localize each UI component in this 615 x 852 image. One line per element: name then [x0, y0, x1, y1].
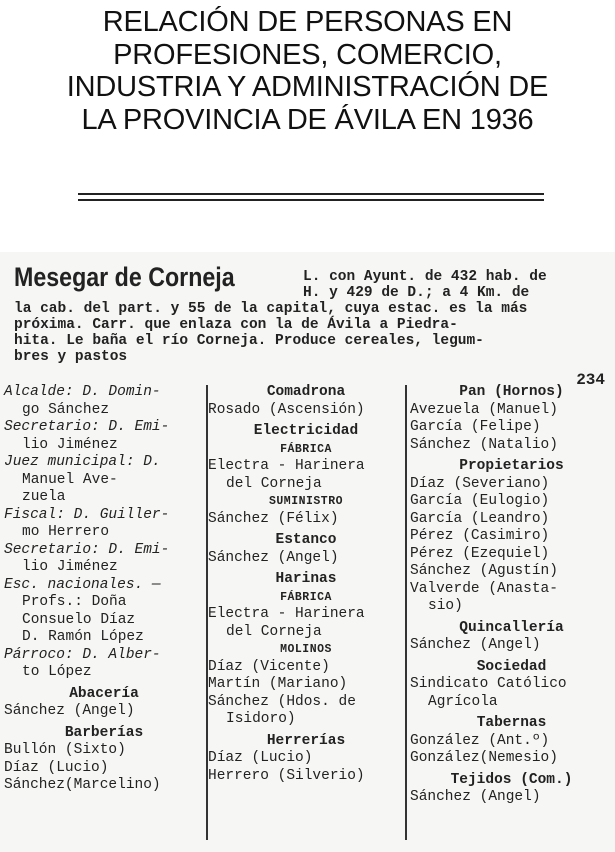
list-item: Párroco: D. Alber- — [4, 646, 161, 663]
list-item: to López — [22, 664, 92, 680]
section-heading: Comadrona — [266, 384, 346, 400]
title-line: INDUSTRIA Y ADMINISTRACIÓN DE — [66, 71, 549, 103]
section-heading: Tabernas — [476, 715, 547, 731]
section-heading: Tejidos (Com.) — [450, 771, 573, 788]
list-item: lio Jiménez — [22, 436, 118, 453]
column-trades-right — [410, 384, 613, 807]
section-heading: Sociedad — [476, 658, 547, 675]
page-title — [0, 6, 615, 136]
column-trades-middle — [208, 384, 404, 785]
column-authorities — [4, 384, 204, 795]
list-item: Pérez (Casimiro) — [410, 528, 550, 544]
section-heading: Electricidad — [253, 423, 359, 439]
list-item: Sánchez (Angel) — [4, 703, 135, 719]
subsection-heading: SUMINISTRO — [268, 495, 343, 508]
title-line: PROFESIONES, COMERCIO, — [113, 38, 502, 71]
list-item: Sánchez (Natalio) — [410, 436, 558, 453]
intro-line: L. con Ayunt. de 432 hab. de — [303, 269, 547, 285]
list-item: Bullón (Sixto) — [4, 742, 126, 758]
list-item: zuela — [22, 489, 66, 505]
list-item: del Corneja — [226, 623, 322, 640]
list-item: Secretario: D. Emi- — [4, 541, 170, 558]
place-name: Mesegar de Corneja — [14, 262, 235, 292]
list-item: Díaz (Vicente) — [208, 658, 330, 675]
list-item: Electra - Harinera — [208, 606, 365, 622]
list-item: lio Jiménez — [22, 559, 118, 575]
list-item: del Corneja — [226, 475, 322, 492]
list-item: García (Felipe) — [410, 419, 541, 435]
title-rule-top — [78, 193, 544, 195]
section-heading: Quincallería — [459, 619, 564, 636]
list-item: Rosado (Ascensión) — [208, 401, 365, 418]
list-item: Martín (Mariano) — [208, 676, 348, 692]
subsection-heading: FÁBRICA — [280, 442, 332, 456]
intro-line: bres y pastos — [14, 349, 128, 365]
list-item: Sánchez(Marcelino) — [4, 777, 161, 793]
column-divider — [405, 385, 407, 840]
title-rule-bottom — [78, 199, 544, 201]
list-item: sio) — [428, 598, 463, 614]
list-item: García (Eulogio) — [410, 493, 550, 509]
list-item: Secretario: D. Emi- — [4, 419, 170, 435]
list-item: Herrero (Silverio) — [208, 767, 365, 784]
section-heading: Abacería — [69, 685, 139, 702]
section-heading: Propietarios — [459, 458, 564, 474]
subsection-heading: FÁBRICA — [280, 590, 332, 604]
list-item: mo Herrero — [22, 524, 110, 540]
list-item: Electra - Harinera — [208, 458, 365, 474]
title-line: RELACIÓN DE PERSONAS EN — [102, 6, 513, 38]
intro-line: H. y 429 de D.; a 4 Km. de — [303, 285, 530, 301]
section-heading: Harinas — [275, 571, 337, 587]
list-item: Díaz (Lucio) — [208, 750, 313, 766]
section-heading: Barberías — [64, 724, 144, 741]
list-item: González(Nemesio) — [410, 750, 558, 766]
list-item: Pérez (Ezequiel) — [410, 545, 550, 562]
list-item: Consuelo Díaz — [22, 611, 136, 628]
list-item: González (Ant.º) — [410, 732, 550, 749]
list-item: Isidoro) — [226, 711, 296, 727]
list-item: Sánchez (Angel) — [410, 637, 541, 653]
list-item: Fiscal: D. Guiller- — [4, 506, 170, 523]
list-item: Sánchez (Agustín) — [410, 563, 558, 579]
list-item: Díaz (Lucio) — [4, 759, 109, 776]
list-item: Alcalde: D. Domin- — [4, 384, 161, 400]
list-item: Sánchez (Angel) — [208, 549, 339, 566]
list-item: Sánchez (Hdos. de — [208, 693, 356, 710]
intro-line: hita. Le baña el río Corneja. Produce cereales, legum- — [14, 333, 484, 349]
list-item: García (Leandro) — [410, 510, 550, 527]
list-item: go Sánchez — [22, 401, 110, 418]
section-heading: Estanco — [275, 532, 337, 548]
list-item: Sánchez (Félix) — [208, 510, 339, 527]
page-number: 234 — [576, 371, 605, 389]
title-line: LA PROVINCIA DE ÁVILA EN 1936 — [81, 103, 534, 136]
list-item: Esc. nacionales. — — [4, 576, 161, 593]
subsection-heading: MOLINOS — [280, 643, 332, 656]
list-item: Manuel Ave- — [22, 471, 118, 488]
intro-line: la cab. del part. y 55 de la capital, cuya estac. es la más — [14, 301, 528, 317]
list-item: Agrícola — [428, 693, 498, 710]
list-item: Díaz (Severiano) — [410, 475, 550, 492]
list-item: Profs.: Doña — [22, 594, 127, 610]
list-item: Sindicato Católico — [410, 676, 567, 692]
list-item: Sánchez (Angel) — [410, 789, 541, 805]
list-item: Juez municipal: D. — [4, 454, 161, 470]
list-item: Valverde (Anasta- — [410, 580, 558, 597]
intro-line: próxima. Carr. que enlaza con la de Ávila a Piedra- — [14, 317, 458, 333]
list-item: D. Ramón López — [22, 629, 144, 645]
section-heading: Pan (Hornos) — [459, 384, 564, 400]
section-heading: Herrerías — [266, 732, 346, 749]
list-item: Avezuela (Manuel) — [410, 401, 558, 418]
